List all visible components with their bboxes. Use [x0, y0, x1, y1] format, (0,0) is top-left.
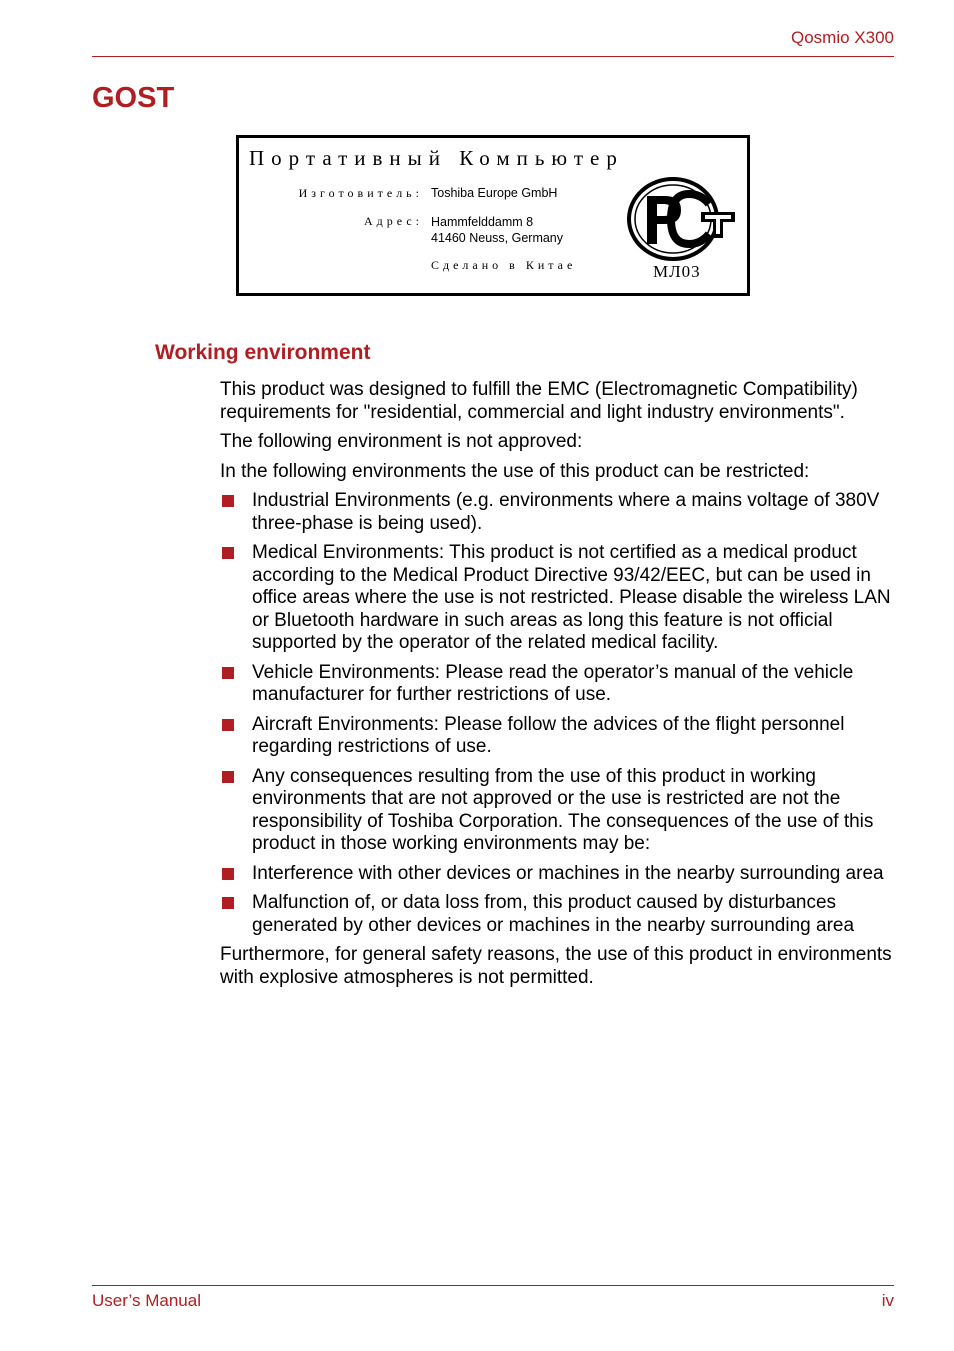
gost-certification-label	[236, 135, 750, 296]
page-title: GOST	[92, 82, 175, 114]
list-item: Any consequences resulting from the use of this product in working environments that are not approved or the use is restricted are not the responsibility of Toshiba Corporation. The consequences of the use of this product in those working environments may be:	[220, 766, 900, 856]
footer-rule	[92, 1285, 894, 1286]
bullet-square-icon	[222, 495, 234, 507]
footer-manual-title: User’s Manual	[92, 1291, 201, 1310]
gost-address-label: Адрес:	[363, 214, 423, 228]
gost-manufacturer-value: Toshiba Europe GmbH	[431, 186, 558, 200]
gost-address-line2: 41460 Neuss, Germany	[431, 231, 564, 245]
closing-paragraph: Furthermore, for general safety reasons, the use of this product in environments with explosive atmospheres is not permitted.	[220, 944, 892, 988]
gost-rst-logo	[625, 176, 737, 262]
bullet-square-icon	[222, 771, 234, 783]
list-item: Medical Environments: This product is not certified as a medical product according to the Medical Product Directive 93/42/EEC, but can be used in office areas where the use is not restricted. Please disable the wireless LAN or Bluetooth hardware in such areas as long this feature is not official supported by the operator of the related medical facility.	[220, 542, 900, 655]
list-item: Industrial Environments (e.g. environments where a mains voltage of 380V three-phase is being used).	[220, 490, 900, 535]
bullet-square-icon	[222, 897, 234, 909]
section-body	[220, 379, 900, 996]
running-header: Qosmio X300	[791, 28, 894, 47]
bullet-square-icon	[222, 667, 234, 679]
list-item: Aircraft Environments: Please follow the advices of the flight personnel regarding restrictions of use.	[220, 714, 900, 759]
header-rule	[92, 56, 894, 57]
gost-made-in: Сделано в Китае	[431, 258, 577, 272]
environment-list	[220, 490, 900, 937]
gost-address-line1: Hammfelddamm 8	[431, 215, 534, 229]
restricted-paragraph: In the following environments the use of this product can be restricted:	[220, 460, 810, 482]
not-approved-paragraph: The following environment is not approved:	[220, 431, 583, 452]
gost-manufacturer-label: Изготовитель:	[298, 186, 423, 200]
bullet-square-icon	[222, 719, 234, 731]
list-item: Interference with other devices or machines in the nearby surrounding area	[220, 863, 900, 886]
section-title: Working environment	[155, 341, 371, 364]
intro-paragraph: This product was designed to fulfill the EMC (Electromagnetic Compatibility) requirements for "residential, commercial and light industry environments".	[220, 379, 858, 423]
gost-product-title: Портативный Компьютер	[249, 146, 624, 170]
bullet-square-icon	[222, 868, 234, 880]
gost-cert-code: МЛ03	[653, 262, 701, 281]
list-item: Vehicle Environments: Please read the operator’s manual of the vehicle manufacturer for further restrictions of use.	[220, 662, 900, 707]
list-item: Malfunction of, or data loss from, this product caused by disturbances generated by other devices or machines in the nearby surrounding area	[220, 892, 900, 937]
bullet-square-icon	[222, 547, 234, 559]
page-number: iv	[881, 1291, 894, 1310]
